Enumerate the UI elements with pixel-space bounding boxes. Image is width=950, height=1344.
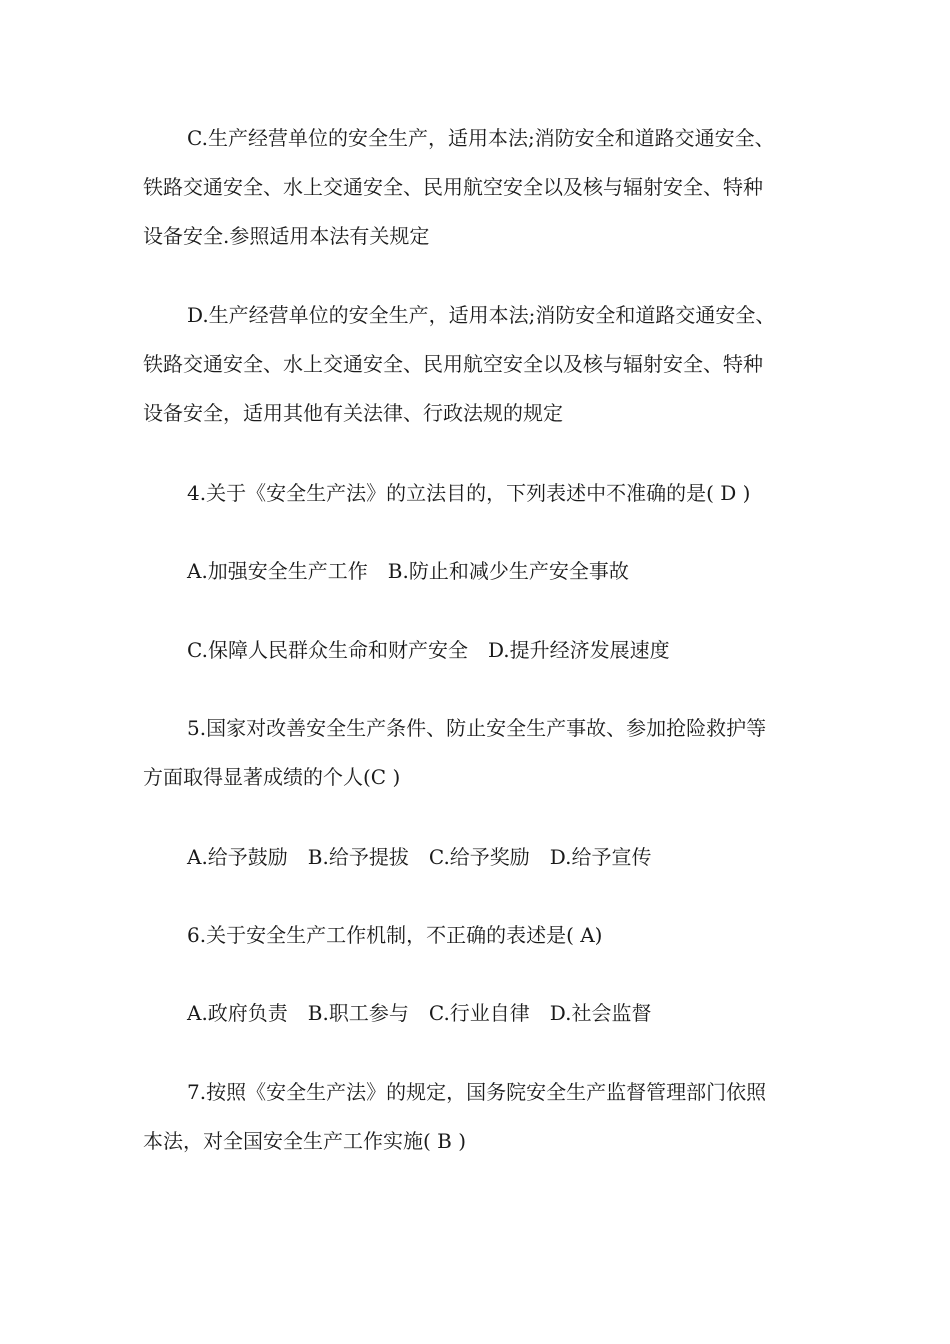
option-c-line-2: 铁路交通安全、水上交通安全、民用航空安全以及核与辐射安全、特种 (143, 175, 763, 199)
option-d-line-2: 铁路交通安全、水上交通安全、民用航空安全以及核与辐射安全、特种 (143, 352, 763, 376)
question-4-options-ab: A.加强安全生产工作 B.防止和减少生产安全事故 (187, 559, 629, 583)
question-5-options: A.给予鼓励 B.给予提拔 C.给予奖励 D.给予宣传 (187, 845, 652, 869)
option-d-line-1: D.生产经营单位的安全生产，适用本法;消防安全和道路交通安全、 (187, 303, 776, 327)
question-4-options-cd: C.保障人民群众生命和财产安全 D.提升经济发展速度 (187, 638, 670, 662)
question-7-line-2: 本法，对全国安全生产工作实施( B ) (143, 1129, 467, 1153)
option-d-line-3: 设备安全，适用其他有关法律、行政法规的规定 (143, 401, 563, 425)
option-c-line-3: 设备安全.参照适用本法有关规定 (143, 224, 430, 248)
question-5-line-2: 方面取得显著成绩的个人(C ) (143, 765, 401, 789)
question-7-line-1: 7.按照《安全生产法》的规定，国务院安全生产监督管理部门依照 (187, 1080, 767, 1104)
question-4: 4.关于《安全生产法》的立法目的，下列表述中不准确的是( D ) (187, 481, 751, 505)
question-6-options: A.政府负责 B.职工参与 C.行业自律 D.社会监督 (187, 1001, 652, 1025)
question-6: 6.关于安全生产工作机制，不正确的表述是( A) (187, 923, 603, 947)
option-c-line-1: C.生产经营单位的安全生产，适用本法;消防安全和道路交通安全、 (187, 126, 775, 150)
question-5-line-1: 5.国家对改善安全生产条件、防止安全生产事故、参加抢险救护等 (187, 716, 767, 740)
